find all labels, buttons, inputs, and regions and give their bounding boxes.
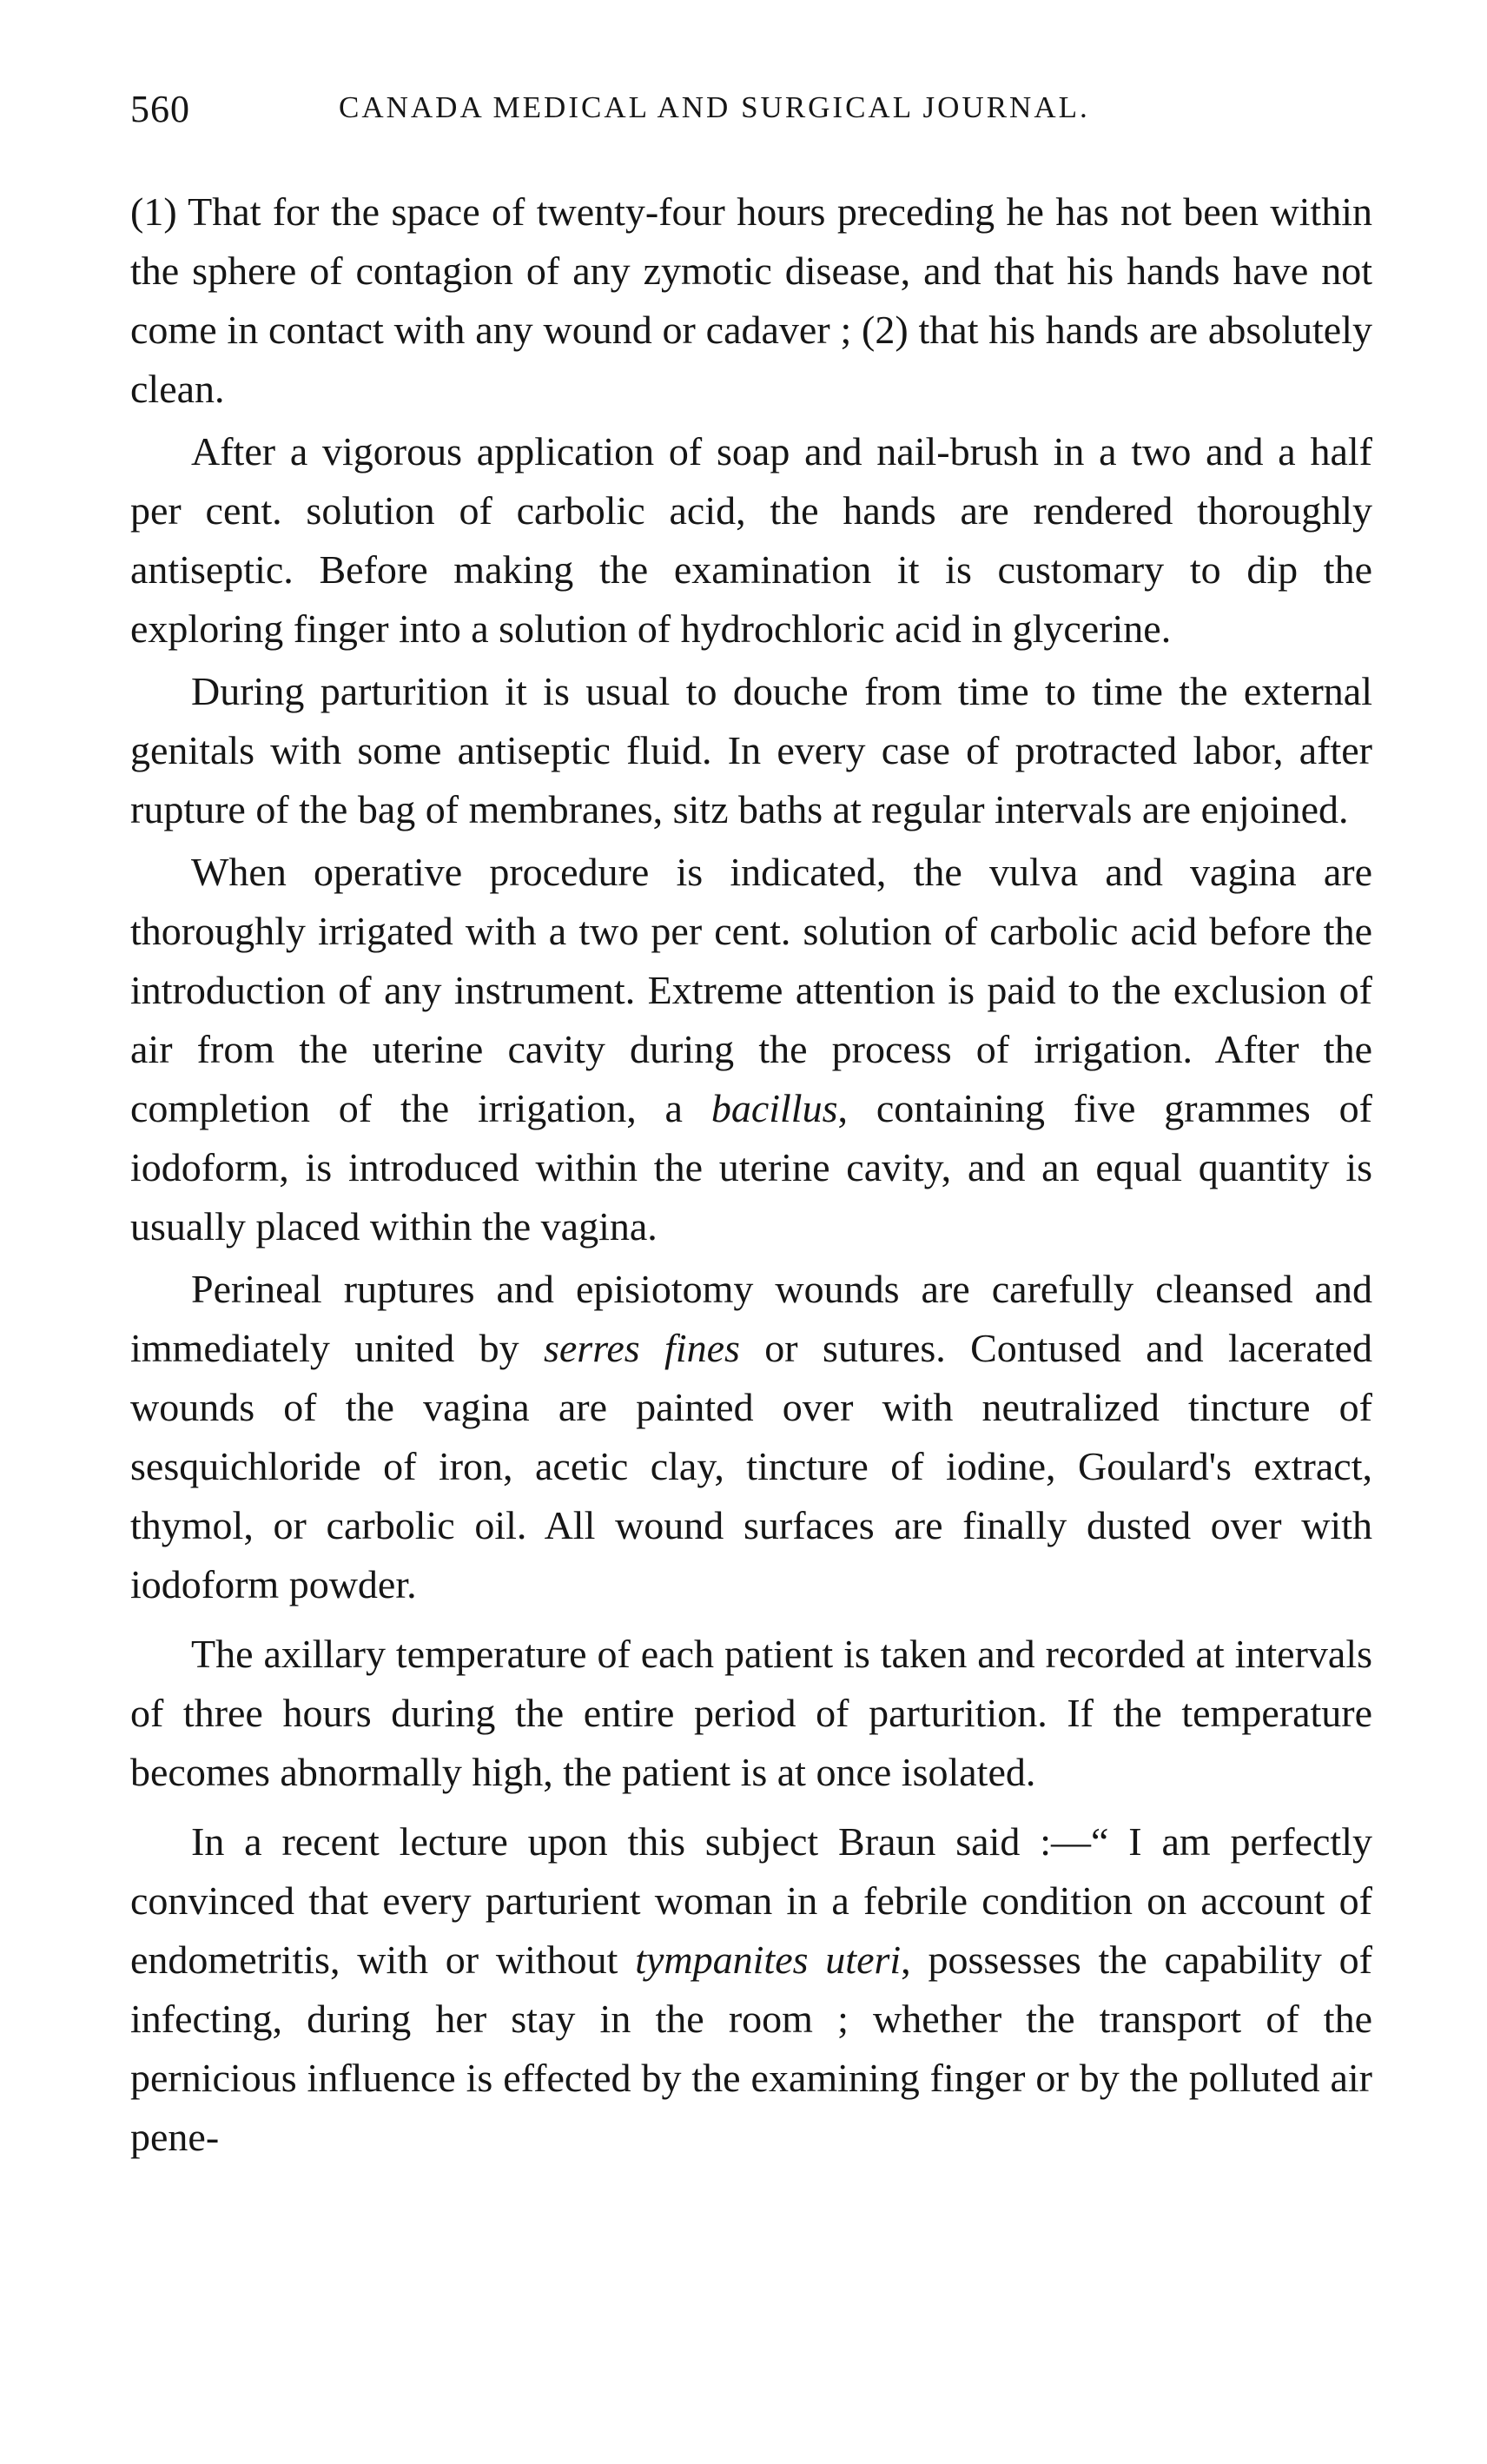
running-title: CANADA MEDICAL AND SURGICAL JOURNAL. — [339, 90, 1090, 124]
paragraph-perineal-ruptures — [130, 1260, 1372, 1614]
paragraph-text: , possesses the capability of infecting, during her stay in the room ; whether the transport of the pernicious influence is effected by the examining finger or by the polluted air pene- — [130, 1937, 1372, 2159]
article-body — [130, 182, 1372, 2167]
italic-term: serres fines — [543, 1326, 740, 1370]
italic-term: tympanites uteri — [635, 1937, 902, 1982]
paragraph-text: Perineal ruptures and episiotomy wounds are carefully cleansed and immediately united by — [130, 1267, 1372, 1370]
italic-term: bacillus — [710, 1086, 838, 1130]
paragraph-operative-procedure — [130, 843, 1372, 1256]
paragraph-temperature: The axillary temperature of each patient is taken and recorded at intervals of three hours during the entire period of parturition. If the temperature becomes abnormally high, the patient is at once isolated. — [130, 1632, 1372, 1794]
paragraph-parturition-douche: During parturition it is usual to douche from time to time the external genitals with some antiseptic fluid. In every case of protracted labor, after rupture of the bag of membranes, sitz baths at regular intervals are enjoined. — [130, 669, 1372, 831]
page-number: 560 — [130, 88, 190, 130]
paragraph-text: or sutures. Contused and lacerated wounds of the vagina are painted over with neutralized tincture of sesquichloride of iron, acetic clay, tincture of iodine, Goulard's extract, thymol, or carbolic oil. All wound surfaces are finally dusted over with iodoform powder. — [130, 1326, 1372, 1606]
paragraph-text: When operative procedure is indicated, the vulva and vagina are thoroughly irrigated with a two per cent. solution of carbolic acid before the introduction of any instrument. Extreme attention is paid to the exclusion of air from the uterine cavity during the process of irrigation. After the completion of the irrigation, a — [130, 850, 1372, 1130]
journal-page — [130, 87, 1372, 2170]
page-header — [130, 87, 1372, 165]
paragraph-text: , containing five grammes of iodoform, is introduced within the uterine cavity, and an equal quantity is usually placed within the vagina. — [130, 1086, 1373, 1249]
paragraph-conditions: (1) That for the space of twenty-four hours preceding he has not been within the sphere of contagion of any zymotic disease, and that his hands have not come in contact with any wound or cadaver ; (2) that his hands are absolutely clean. — [130, 189, 1372, 411]
paragraph-braun-lecture — [130, 1812, 1372, 2167]
paragraph-text: In a recent lecture upon this subject Braun said :—“ I am perfectly convinced that every parturient woman in a febrile condition on account of endometritis, with or without — [130, 1819, 1372, 1982]
paragraph-hand-antisepsis: After a vigorous application of soap and nail-brush in a two and a half per cent. solution of carbolic acid, the hands are rendered thoroughly antiseptic. Before making the examination it is customary to dip the exploring finger into a solution of hydrochloric acid in glycerine. — [130, 429, 1372, 651]
